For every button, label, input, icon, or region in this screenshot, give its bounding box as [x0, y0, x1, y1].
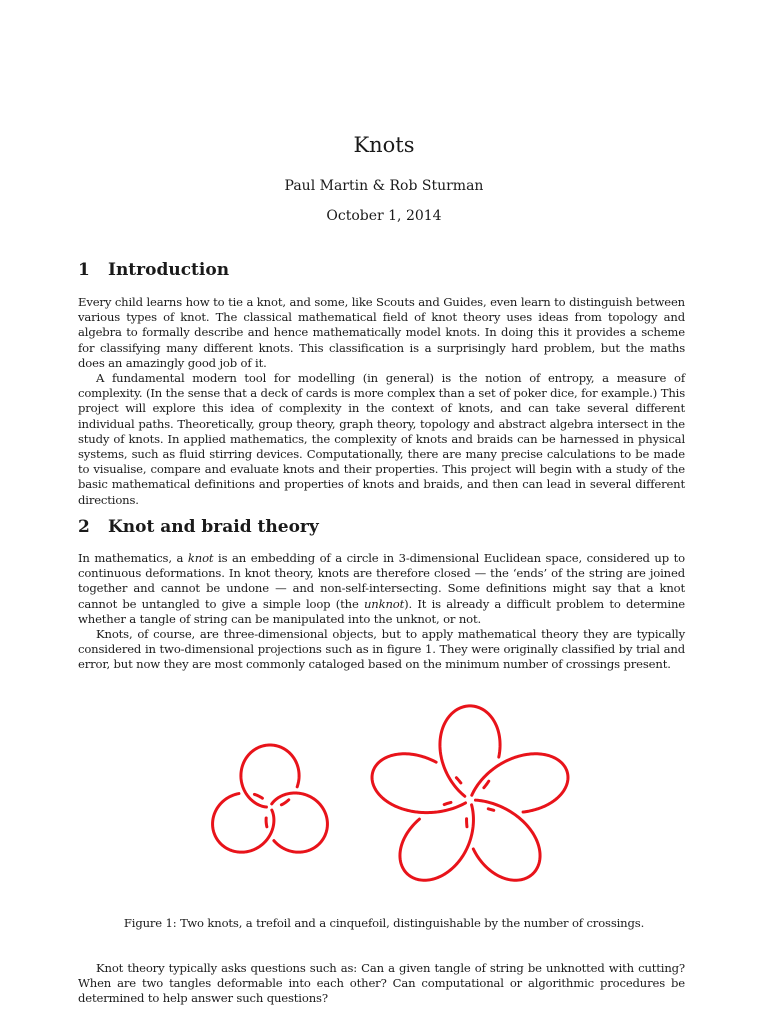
section-1-paragraph-2: A fundamental modern tool for modelling (in general) is the notion of entropy, a measure of complexity. (In the sense that a deck of cards is more complex than a set of poker dice, for example.) This project will explore this idea of complexity in the context of knots, and can take several different individual paths. Theoretically, group theory, graph theory, topology and abstract algebra intersect in the study of knots. In applied mathematics, the complexity of knots and braids can be harnessed in physical systems, such as fluid stirring devices. Computationally, there are many precise calculations to be made to visualise, compare and evaluate knots and their properties. This project will begin with a study of the basic mathematical definitions and properties of knots and braids, and then can lead in several different directions.	[78, 371, 685, 507]
text-run: is an embedding of a circle in 3-dimensional Euclidean space, considered up to continuous deformations. In knot theory, knots are therefore closed — the ‘ends’ of the string are joined together and cannot be undone — and non-self-intersecting. Some definitions might say that a knot cannot be untangled to give a simple loop (the	[78, 551, 685, 611]
figure-1-caption: Figure 1: Two knots, a trefoil and a cinquefoil, distinguishable by the number of crossings.	[123, 916, 645, 930]
section-2-number: 2	[78, 517, 90, 537]
paper-title: Knots	[353, 133, 415, 157]
term-knot: knot	[187, 551, 214, 565]
section-1-number: 1	[78, 260, 90, 280]
text-run: In mathematics, a	[78, 551, 188, 565]
section-2-heading	[78, 517, 319, 537]
paper-date: October 1, 2014	[326, 208, 442, 224]
cinquefoil-knot	[372, 706, 568, 880]
section-2-paragraph-2: Knots, of course, are three-dimensional objects, but to apply mathematical theory they are typically considered in two-dimensional projections such as in figure 1. They were originally classified by trial and error, but now they are most commonly cataloged based on the minimum number of crossings present.	[78, 627, 685, 672]
knot-strand	[372, 706, 568, 880]
section-1-heading	[78, 260, 229, 280]
trefoil-knot	[213, 745, 328, 852]
knot-strand	[213, 745, 328, 852]
knots-figure	[200, 700, 580, 900]
paper-authors: Paul Martin & Rob Sturman	[284, 178, 484, 194]
text-run: ). It is already a difficult problem to determine whether a tangle of string can be manipulated into the unknot, or not.	[78, 596, 685, 626]
section-1-title: Introduction	[108, 260, 230, 280]
closing-paragraph: Knot theory typically asks questions such as: Can a given tangle of string be unknotted with cutting? When are two tangles deformable into each other? Can computational or algorithmic procedures be determined to help answer such questions?	[78, 961, 685, 1006]
section-2-paragraph-1	[78, 551, 685, 627]
section-2-title: Knot and braid theory	[108, 517, 319, 537]
section-1-paragraph-1: Every child learns how to tie a knot, and some, like Scouts and Guides, even learn to distinguish between various types of knot. The classical mathematical field of knot theory uses ideas from topology and algebra to formally describe and hence mathematically model knots. In doing this it provides a scheme for classifying many different knots. This classification is a surprisingly hard problem, but the maths does an amazingly good job of it.	[78, 295, 685, 370]
term-unknot: unknot	[363, 596, 405, 611]
